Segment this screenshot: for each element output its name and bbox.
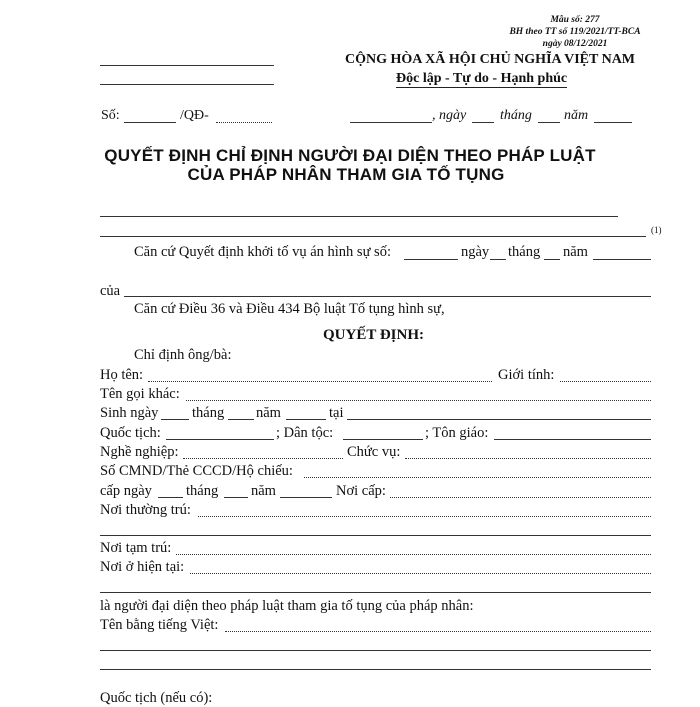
id-blank — [304, 477, 651, 478]
issued-month-blank — [224, 497, 248, 498]
date-label: , ngày — [432, 108, 467, 123]
form-number-block — [470, 14, 680, 50]
issued-day-label: cấp ngày — [100, 483, 152, 499]
basis-decision-label: Căn cứ Quyết định khởi tố vụ án hình sự số: — [134, 244, 391, 260]
born-year-label: năm — [256, 405, 281, 421]
basis-month-blank — [544, 259, 560, 260]
name-blank — [148, 381, 492, 382]
position-blank — [405, 458, 651, 459]
document-title-line-2: CỦA PHÁP NHÂN THAM GIA TỐ TỤNG — [187, 165, 505, 184]
form-issued-by: BH theo TT số 119/2021/TT-BCA — [509, 27, 641, 37]
basis-of-label: của — [100, 283, 121, 299]
current-blank-1 — [190, 573, 651, 574]
place-blank — [350, 122, 432, 123]
vn-name-label: Tên bằng tiếng Việt: — [100, 617, 219, 633]
name-label: Họ tên: — [100, 367, 144, 383]
title-line-2 — [100, 236, 646, 237]
appoint-label: Chỉ định ông/bà: — [134, 347, 232, 363]
basis-number-blank — [404, 259, 458, 260]
issued-place-blank — [390, 497, 651, 498]
current-blank-2 — [100, 592, 651, 593]
motto: Độc lập - Tự do - Hạnh phúc — [396, 71, 568, 86]
born-year-blank — [286, 419, 326, 420]
position-label: Chức vụ: — [347, 444, 401, 460]
job-blank — [183, 458, 343, 459]
vn-name-blank-1 — [225, 631, 651, 632]
issued-place-label: Nơi cấp: — [336, 483, 386, 499]
number-label: Số: — [101, 108, 120, 123]
form-number: Mẫu số: 277 — [550, 15, 600, 25]
representative-label: là người đại diện theo pháp luật tham gia tố tụng của pháp nhân: — [100, 598, 474, 614]
born-place-label: tại — [329, 405, 344, 421]
born-place-blank — [347, 419, 651, 420]
issued-month-label: tháng — [186, 483, 219, 499]
id-label: Số CMND/Thẻ CCCD/Hộ chiếu: — [100, 463, 293, 479]
issued-year-blank — [280, 497, 332, 498]
number-blank — [124, 122, 176, 123]
born-label: Sinh ngày — [100, 405, 159, 421]
form-issued-date: ngày 08/12/2021 — [542, 39, 608, 49]
agency-line-2 — [100, 84, 274, 85]
basis-day-blank — [490, 259, 506, 260]
gender-blank — [560, 381, 651, 382]
temporary-blank — [176, 554, 651, 555]
job-label: Nghề nghiệp: — [100, 444, 179, 460]
number-code-blank — [216, 122, 272, 123]
vn-name-blank-2 — [100, 650, 651, 651]
gender-label: Giới tính: — [498, 367, 555, 383]
current-label: Nơi ở hiện tại: — [100, 559, 185, 575]
ethnicity-label: ; Dân tộc: — [276, 425, 334, 441]
born-month-blank — [228, 419, 254, 420]
year-label: năm — [564, 108, 589, 123]
basis-year-blank — [593, 259, 651, 260]
basis-year-label: năm — [563, 244, 588, 260]
issued-day-blank — [158, 497, 183, 498]
decision-heading: QUYẾT ĐỊNH: — [323, 327, 424, 343]
number-suffix: /QĐ- — [180, 108, 209, 123]
year-blank — [594, 122, 632, 123]
document-title-line-1: QUYẾT ĐỊNH CHỈ ĐỊNH NGƯỜI ĐẠI DIỆN THEO PHÁP LUẬT — [104, 146, 596, 165]
country-name: CỘNG HÒA XÃ HỘI CHỦ NGHĨA VIỆT NAM — [345, 52, 636, 67]
basis-day-label: ngày — [461, 244, 490, 260]
basis-month-label: tháng — [508, 244, 541, 260]
permanent-blank-2 — [100, 535, 651, 536]
basis-of-blank — [124, 296, 651, 297]
issued-year-label: năm — [251, 483, 276, 499]
permanent-label: Nơi thường trú: — [100, 502, 191, 518]
day-blank — [472, 122, 494, 123]
law-basis: Căn cứ Điều 36 và Điều 434 Bộ luật Tố tụng hình sự, — [134, 301, 445, 317]
born-day-blank — [161, 419, 189, 420]
alias-blank — [186, 400, 651, 401]
month-blank — [538, 122, 560, 123]
born-month-label: tháng — [192, 405, 225, 421]
nationality-blank — [166, 439, 274, 440]
agency-line-1 — [100, 65, 274, 66]
month-label: tháng — [500, 108, 532, 123]
ethnicity-blank — [343, 439, 423, 440]
title-line-1 — [100, 216, 618, 217]
religion-blank — [494, 439, 651, 440]
footnote-marker: (1) — [651, 225, 662, 235]
temporary-label: Nơi tạm trú: — [100, 540, 172, 556]
religion-label: ; Tôn giáo: — [425, 425, 489, 441]
nationality-optional-label: Quốc tịch (nếu có): — [100, 690, 213, 706]
alias-label: Tên gọi khác: — [100, 386, 180, 402]
vn-name-blank-3 — [100, 669, 651, 670]
nationality-label: Quốc tịch: — [100, 425, 161, 441]
permanent-blank-1 — [198, 516, 651, 517]
